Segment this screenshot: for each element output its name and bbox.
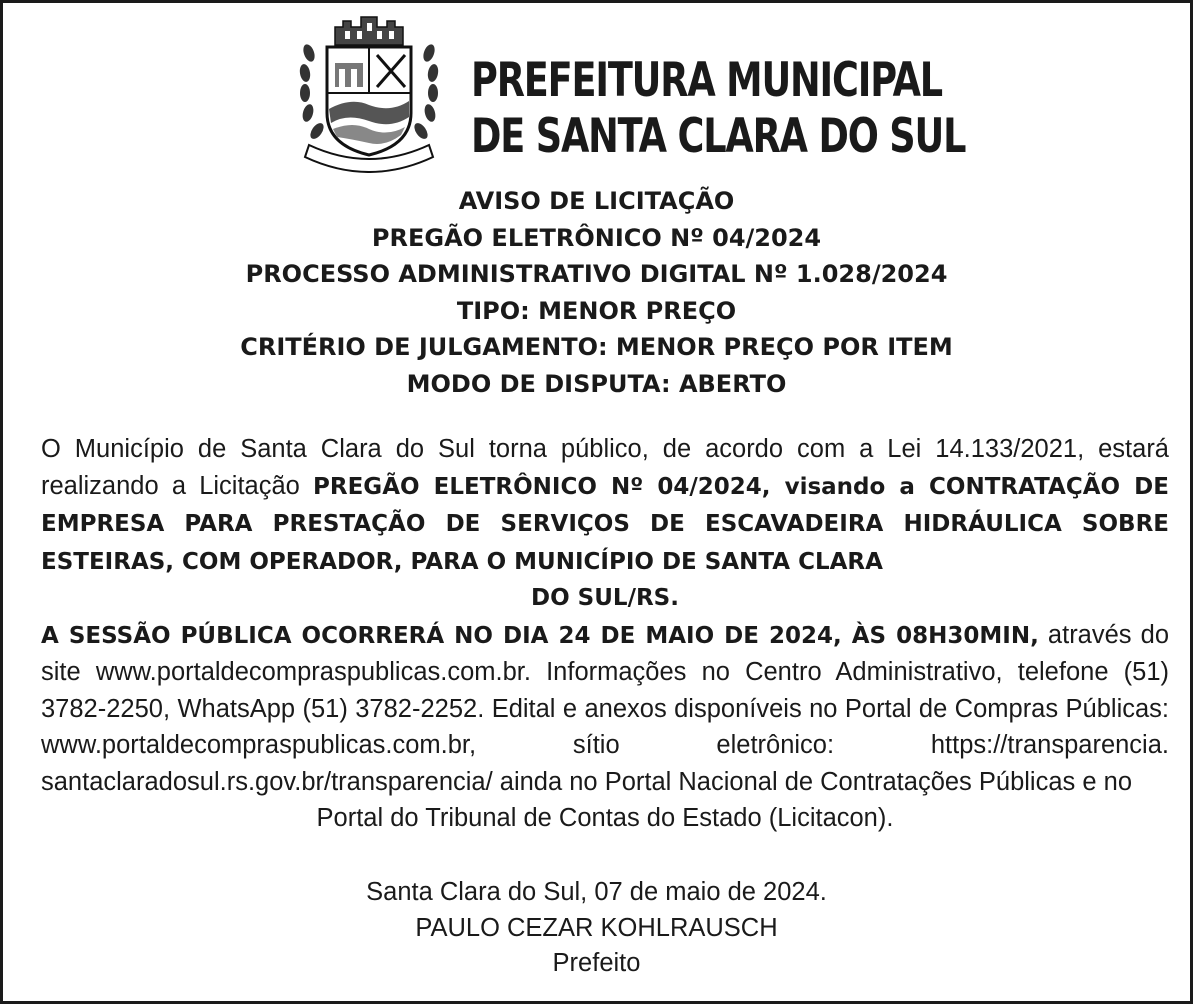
body-intro: O Município de Santa Clara do Sul torna público, de acordo com a Lei 14.133/2021, estará realizando a Licitação [41,435,1169,500]
municipality-name [471,53,965,165]
bid-type: TIPO: MENOR PREÇO [456,296,737,325]
notice-title: AVISO DE LICITAÇÃO [458,187,735,215]
body-object: PREGÃO ELETRÔNICO Nº 04/2024, visando a CONTRATAÇÃO DE EMPRESA PARA PRESTAÇÃO DE SERVIÇOS DE ESCAVADEIRA HIDRÁULICA SOBRE ESTEIRAS, COM OPERADOR, PARA O MUNICÍPIO DE SANTA CLARA [41,473,1169,575]
auction-number: PREGÃO ELETRÔNICO Nº 04/2024 [371,223,822,252]
body-details-end: Portal do Tribunal de Contas do Estado (Licitacon). [316,804,894,832]
dispute-mode: MODO DE DISPUTA: ABERTO [406,369,787,398]
body-details: através do site www.portaldecompraspublicas.com.br. Informações no Centro Administrativo, telefone (51) 3782-2250, WhatsApp (51) 3782-2252. Edital e anexos disponíveis no Portal de Compras Públicas: www.portaldecompraspublicas.com.br, sítio eletrônico: https://transparencia. santaclaradosul.rs.gov.br/transparencia/ ainda no Portal Nacional de Contratações Públicas e no [41,620,1170,796]
municipality-name-line2: DE SANTA CLARA DO SUL [471,109,966,164]
signatory-name: PAULO CEZAR KOHLRAUSCH [415,913,778,942]
judgment-criterion: CRITÉRIO DE JULGAMENTO: MENOR PREÇO POR ITEM [240,333,953,361]
municipality-name-line1: PREFEITURA MUNICIPAL [471,53,942,108]
place-date: Santa Clara do Sul, 07 de maio de 2024. [366,878,827,906]
process-number: PROCESSO ADMINISTRATIVO DIGITAL Nº 1.028/2024 [245,260,948,288]
signatory-title: Prefeito [552,949,641,977]
municipal-crest-icon [295,13,443,173]
notice-headings [3,183,1190,402]
notice-body [41,431,1169,837]
body-object-end: DO SUL/RS. [531,585,679,611]
signature-block [3,875,1190,982]
session-date: A SESSÃO PÚBLICA OCORRERÁ NO DIA 24 DE MAIO DE 2024, ÀS 08H30MIN, [41,622,1039,649]
